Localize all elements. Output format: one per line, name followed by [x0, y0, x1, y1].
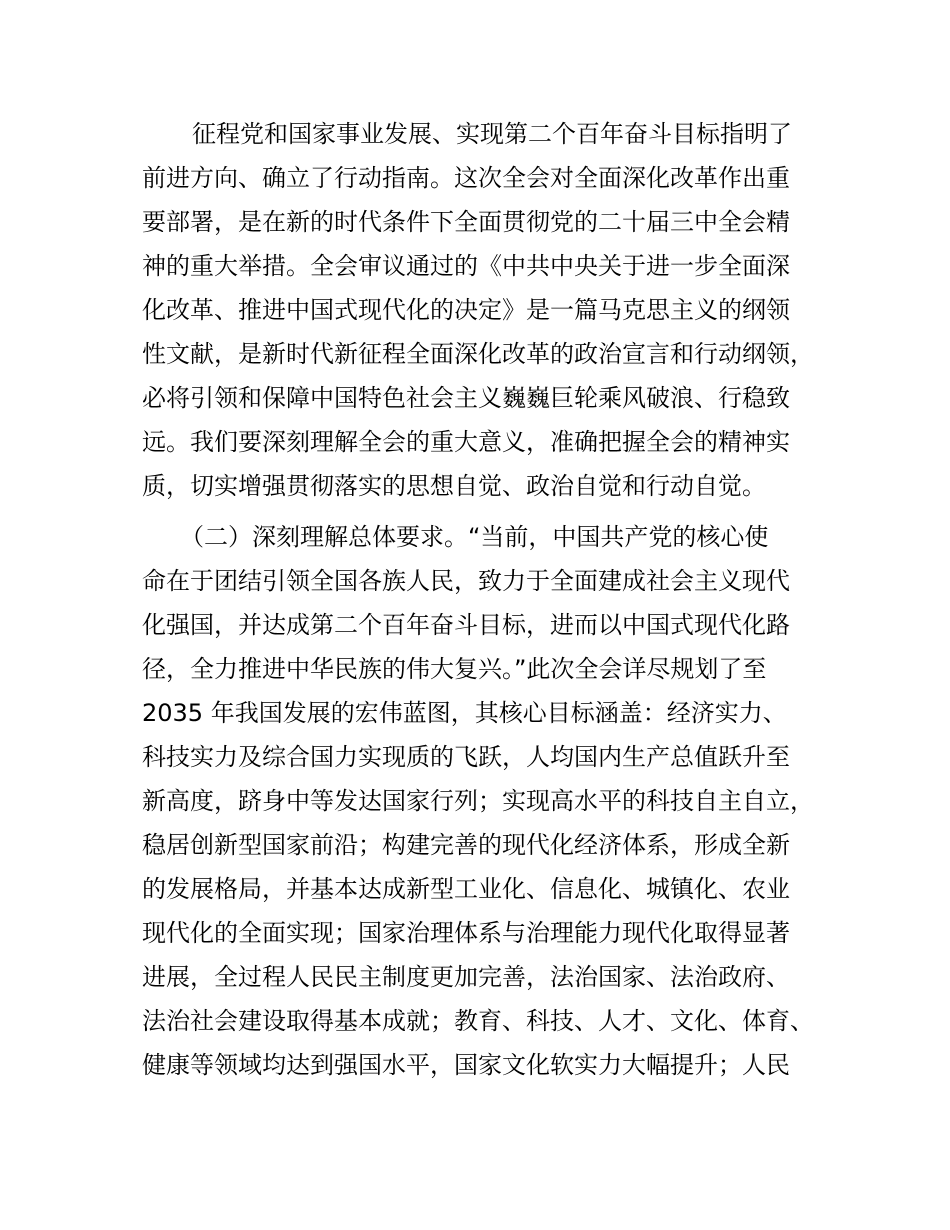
paragraph-2-line-9: 的发展格局，并基本达成新型工业化、信息化、城镇化、农业	[142, 875, 790, 903]
paragraph-1-line-9: 质，切实增强贯彻落实的思想自觉、政治自觉和行动自觉。	[142, 472, 766, 500]
paragraph-2-line-12: 法治社会建设取得基本成就；教育、科技、人才、文化、体育、	[142, 1007, 814, 1035]
paragraph-2-line-6: 科技实力及综合国力实现质的飞跃，人均国内生产总值跃升至	[142, 743, 790, 771]
paragraph-2-line-5: 2035 年我国发展的宏伟蓝图，其核心目标涵盖：经济实力、	[142, 699, 787, 727]
paragraph-2-line-8: 稳居创新型国家前沿；构建完善的现代化经济体系，形成全新	[142, 831, 790, 859]
paragraph-2-line-4: 径，全力推进中华民族的伟大复兴。”此次全会详尽规划了至	[142, 655, 767, 683]
paragraph-2-line-3: 化强国，并达成第二个百年奋斗目标，进而以中国式现代化路	[142, 611, 790, 639]
paragraph-1-line-6: 性文献，是新时代新征程全面深化改革的政治宣言和行动纲领，	[142, 340, 814, 368]
paragraph-1-line-7: 必将引领和保障中国特色社会主义巍巍巨轮乘风破浪、行稳致	[142, 384, 790, 412]
paragraph-2-line-7: 新高度，跻身中等发达国家行列；实现高水平的科技自主自立，	[142, 787, 814, 815]
paragraph-1-line-1: 征程党和国家事业发展、实现第二个百年奋斗目标指明了	[192, 120, 792, 148]
paragraph-1-line-3: 要部署，是在新的时代条件下全面贯彻党的二十届三中全会精	[142, 208, 790, 236]
paragraph-2-line-10: 现代化的全面实现；国家治理体系与治理能力现代化取得显著	[142, 919, 790, 947]
paragraph-1-line-5: 化改革、推进中国式现代化的决定》是一篇马克思主义的纲领	[142, 296, 790, 324]
paragraph-2-line-1: （二）深刻理解总体要求。“当前，中国共产党的核心使	[180, 523, 769, 551]
paragraph-1-line-8: 远。我们要深刻理解全会的重大意义，准确把握全会的精神实	[142, 428, 790, 456]
paragraph-1-line-2: 前进方向、确立了行动指南。这次全会对全面深化改革作出重	[142, 164, 790, 192]
paragraph-2-line-11: 进展，全过程人民民主制度更加完善，法治国家、法治政府、	[142, 963, 790, 991]
paragraph-2-line-2: 命在于团结引领全国各族人民，致力于全面建成社会主义现代	[142, 567, 790, 595]
paragraph-1-line-4: 神的重大举措。全会审议通过的《中共中央关于进一步全面深	[142, 252, 790, 280]
paragraph-2-line-13: 健康等领域均达到强国水平，国家文化软实力大幅提升；人民	[142, 1051, 790, 1079]
